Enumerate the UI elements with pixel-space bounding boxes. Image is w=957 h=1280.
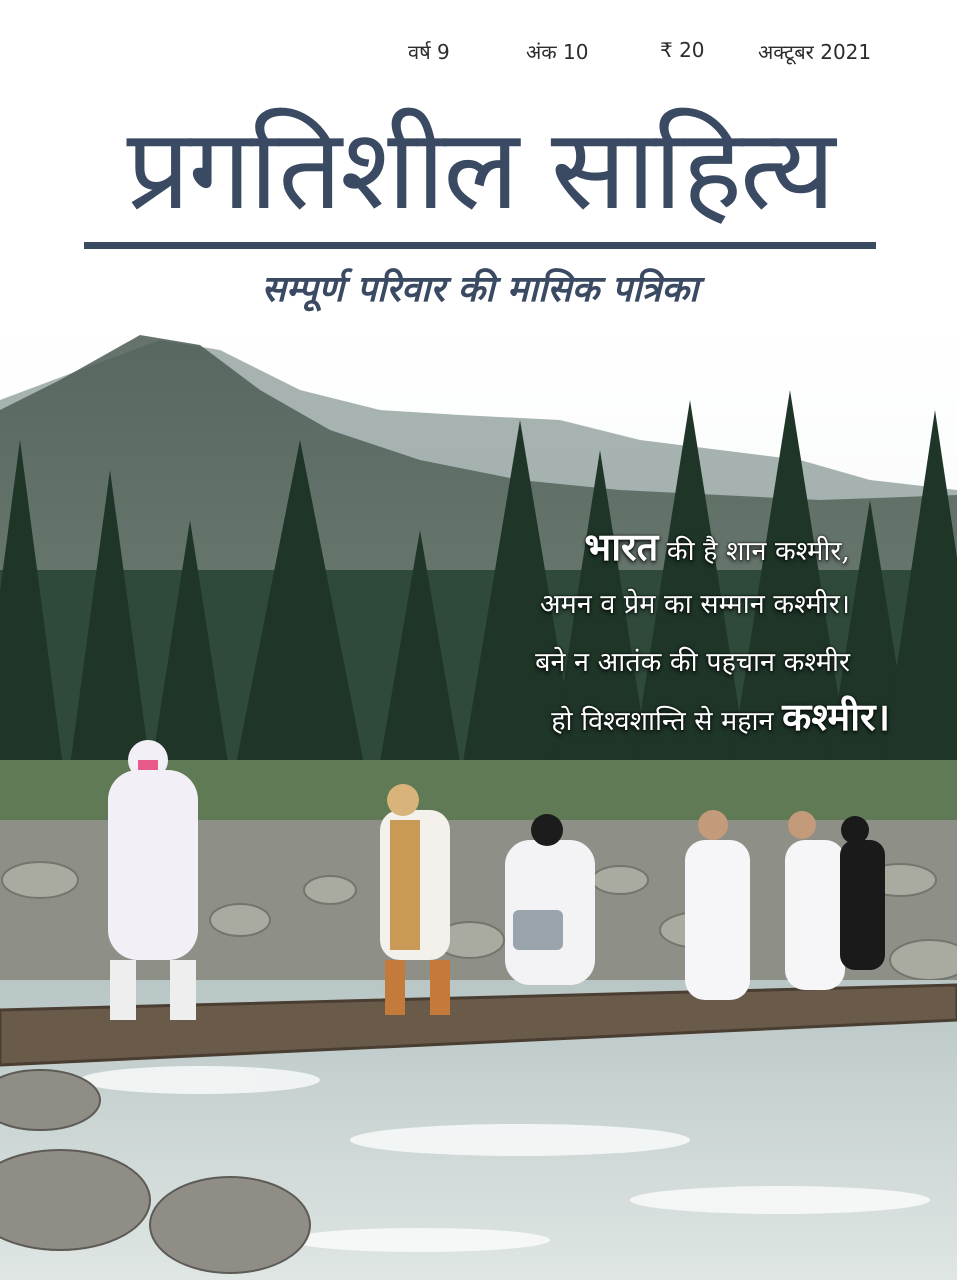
poem-line-3: बने न आतंक की पहचान कश्मीर bbox=[535, 647, 850, 678]
issue-number-label: अंक 10 bbox=[526, 40, 589, 64]
issue-date-label: अक्टूबर 2021 bbox=[758, 40, 872, 64]
poem-line-4-tail: कश्मीर। bbox=[782, 694, 890, 739]
volume-label: वर्ष 9 bbox=[408, 40, 450, 64]
poem-line-4 bbox=[551, 690, 890, 749]
poem-line-1-lead: भारत bbox=[584, 524, 659, 569]
title-divider bbox=[84, 242, 876, 249]
magazine-tagline: सम्पूर्ण परिवार की मासिक पत्रिका bbox=[261, 269, 699, 310]
price-label: ₹ 20 bbox=[660, 38, 705, 62]
issue-meta bbox=[408, 38, 908, 72]
poem-line-4-rest: हो विश्वशान्ति से महान bbox=[551, 706, 774, 737]
poem-line-1-rest: की है शान कश्मीर, bbox=[666, 536, 850, 567]
magazine-title: प्रगतिशील साहित्य bbox=[126, 105, 834, 235]
poem-line-1 bbox=[585, 520, 851, 579]
poem-overlay bbox=[440, 520, 920, 760]
cover-photo bbox=[0, 320, 957, 1280]
poem-line-2: अमन व प्रेम का सम्मान कश्मीर। bbox=[540, 589, 850, 620]
